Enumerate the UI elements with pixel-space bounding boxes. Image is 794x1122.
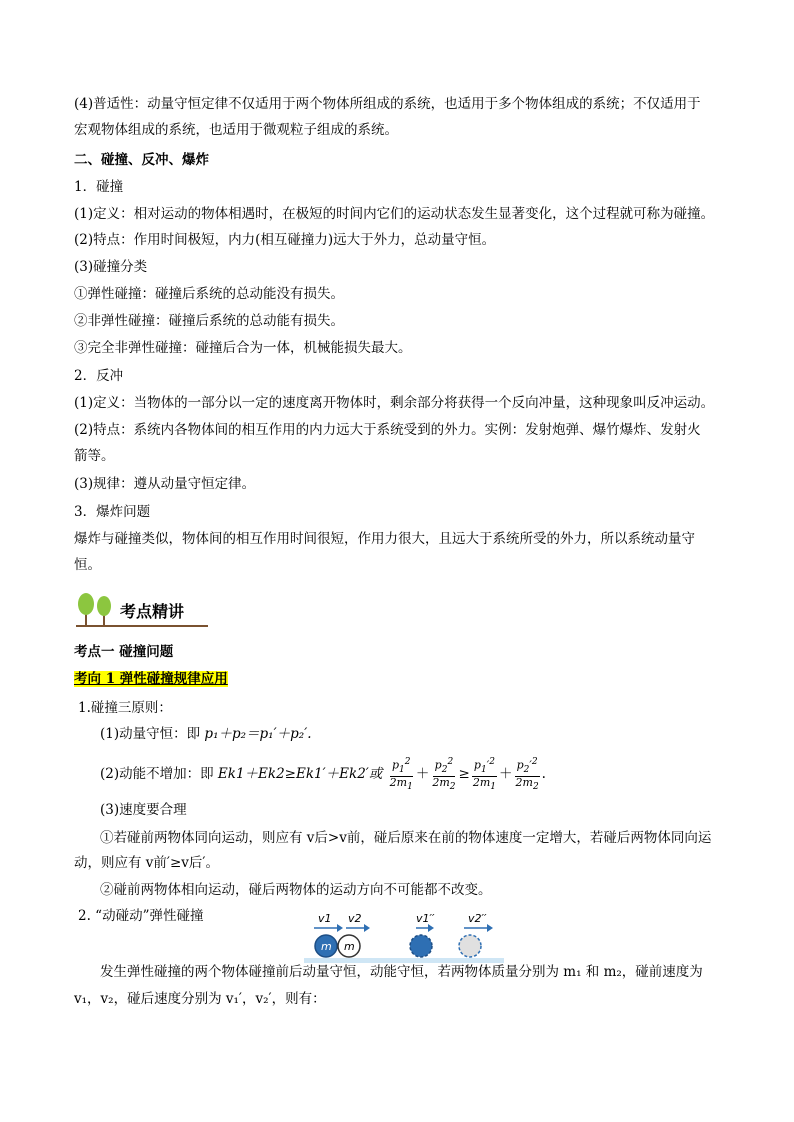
text-line: (3)碰撞分类 (74, 259, 148, 275)
ball-2-after (459, 935, 481, 957)
text-line: (1)定义：相对运动的物体相遇时，在极短的时间内它们的运动状态发生显著变化，这个过程就可称为碰撞。 (74, 206, 715, 222)
label-v2-after: v2′′ (468, 912, 487, 925)
text-line: ①弹性碰撞：碰撞后系统的总动能没有损失。 (74, 286, 344, 302)
tree-icon (76, 592, 118, 626)
text-line: ②碰前两物体相向运动，碰后两物体的运动方向不可能都不改变。 (100, 882, 492, 898)
section-title: 考点一 碰撞问题 (74, 644, 174, 660)
text-line: (3)规律：遵从动量守恒定律。 (74, 476, 256, 492)
fraction: $\frac{p_2^2}{2m_2}$ (432, 757, 456, 793)
text-line: 2. “动碰动”弹性碰撞 (78, 908, 204, 924)
rule-1 (100, 724, 312, 744)
rule-1-label: (1)动量守恒：即 (100, 726, 201, 742)
label-v1: v1 (318, 912, 332, 925)
text-line: 1.碰撞三原则： (78, 700, 172, 716)
text-line: v₁，v₂，碰后速度分别为 v₁′，v₂′，则有： (74, 991, 326, 1007)
banner-underline (76, 625, 208, 627)
mass-label: m (321, 940, 332, 953)
text-line: 恒。 (74, 557, 101, 573)
text-line: (4)普适性：动量守恒定律不仅适用于两个物体所组成的系统，也适用于多个物体组成的系统；不仅适用于 (74, 96, 701, 112)
rule-2: (2)动能不增加：即 Ek1＋Ek2≥Ek1′＋Ek2′或 $\frac{p_1^2}{2m_1}$ ＋ $\frac{p_2^2}{2m_2}$ ≥ $\frac{p_1'^2}{2m_1}$ ＋ $\frac{p_2'^2}{2m_2}$ . (100, 757, 546, 793)
text-line: (2)特点：系统内各物体间的相互作用的内力远大于系统受到的外力。实例：发射炮弹、爆竹爆炸、发射火 (74, 422, 701, 438)
text-line: ③完全非弹性碰撞：碰撞后合为一体，机械能损失最大。 (74, 340, 412, 356)
fraction: $\frac{p_2'^2}{2m_2}$ (515, 757, 539, 793)
text-line: ②非弹性碰撞：碰撞后系统的总动能有损失。 (74, 313, 344, 329)
text-line: 动，则应有 v前′≥v后′。 (74, 855, 219, 871)
section-heading: 二、碰撞、反冲、爆炸 (74, 152, 209, 168)
section-banner (76, 592, 208, 628)
label-v2: v2 (348, 912, 362, 925)
text-line: 爆炸与碰撞类似，物体间的相互作用时间很短，作用力很大，且远大于系统所受的外力，所以系统动量守 (74, 531, 695, 547)
highlight-title (74, 669, 228, 689)
collision-diagram (304, 906, 504, 964)
text-line: 宏观物体组成的系统，也适用于微观粒子组成的系统。 (74, 122, 398, 138)
text-line: (1)定义：当物体的一部分以一定的速度离开物体时，剩余部分将获得一个反向冲量，这种现象叫反冲运动。 (74, 395, 715, 411)
label-v1-after: v1′′ (416, 912, 435, 925)
fraction: $\frac{p_1^2}{2m_1}$ (389, 757, 413, 793)
subheading: 3．爆炸问题 (74, 504, 151, 520)
text-line: 箭等。 (74, 448, 115, 464)
text-line: ①若碰前两物体同向运动，则应有 v后>v前，碰后原来在前的物体速度一定增大，若碰后两物体同向运 (100, 830, 712, 846)
text-line: (3)速度要合理 (100, 802, 187, 818)
mass-label: m (344, 940, 355, 953)
text-line: (2)特点：作用时间极短，内力(相互碰撞力)远大于外力，总动量守恒。 (74, 232, 496, 248)
rule-2-label: (2)动能不增加：即 (100, 766, 214, 783)
rule-1-formula: p₁＋p₂＝p₁′＋p₂′. (204, 726, 312, 742)
subheading: 2．反冲 (74, 368, 124, 384)
rule-2-formula: Ek1＋Ek2≥Ek1′＋Ek2′或 (217, 766, 383, 783)
fraction: $\frac{p_1'^2}{2m_1}$ (472, 757, 496, 793)
highlight-label: 考向 1 弹性碰撞规律应用 (74, 671, 228, 687)
ball-1-after (410, 935, 432, 957)
text-line: 发生弹性碰撞的两个物体碰撞前后动量守恒，动能守恒，若两物体质量分别为 m₁ 和 m₂，碰前速度为 (100, 964, 703, 980)
banner-title: 考点精讲 (120, 602, 185, 621)
subheading: 1．碰撞 (74, 179, 124, 195)
